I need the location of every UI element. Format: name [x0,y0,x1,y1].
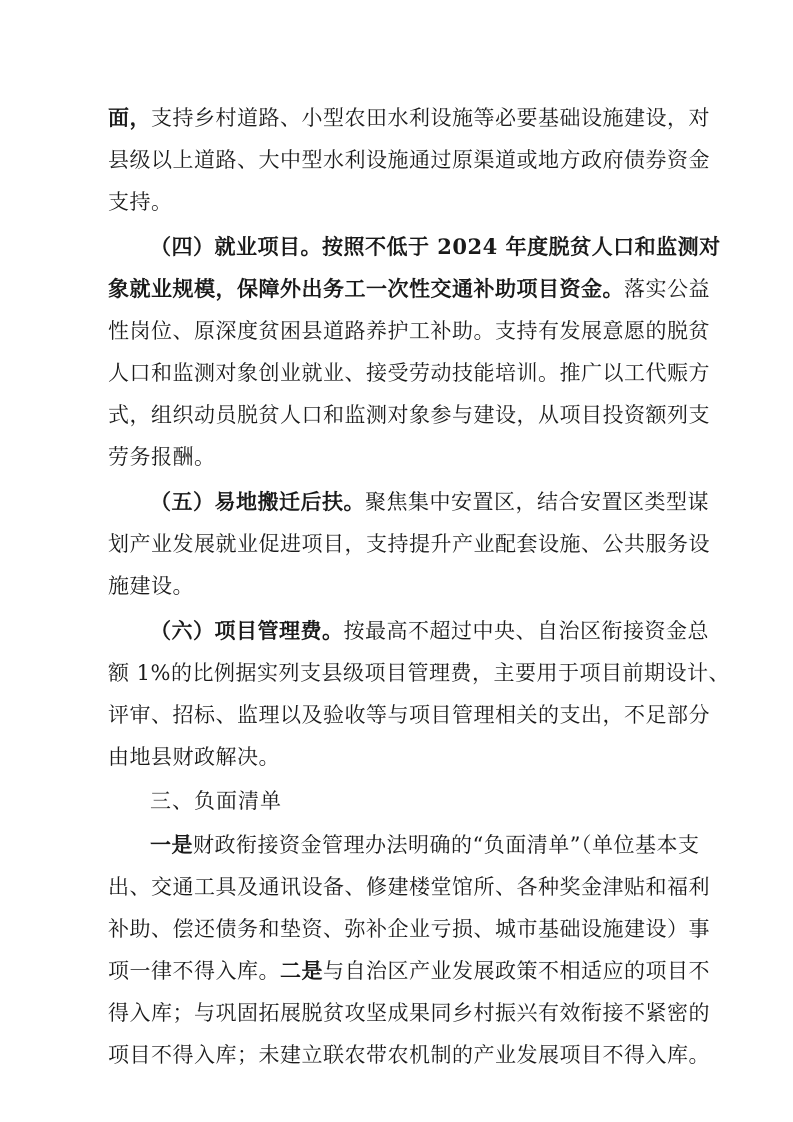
text-line: 出、交通工具及通讯设备、修建楼堂馆所、各种奖金津贴和福利 [108,875,710,899]
text-line: 得入库；与巩固拓展脱贫攻坚成果同乡村振兴有效衔接不紧密的 [108,1001,710,1025]
section-heading-management-fee: （六）项目管理费。 [150,618,344,643]
text-line: 性岗位、原深度贫困县道路养护工补助。支持有发展意愿的脱贫 [108,319,710,343]
text-line: 补助、偿还债务和垫资、弥补企业亏损、城市基础设施建设）事 [108,917,710,941]
text-run: 项一律不得入库。 [108,959,280,983]
text-line: 支持。 [108,190,173,214]
bold-text: 面， [108,105,151,130]
text-line [108,99,710,137]
text-line: 县级以上道路、大中型水利设施通过原渠道或地方政府债券资金 [108,148,710,172]
text-run: 支持乡村道路、小型农田水利设施等必要基础设施建设，对 [151,106,710,130]
text-run: 按最高不超过中央、自治区衔接资金总 [343,619,709,643]
text-line: 施建设。 [108,574,194,598]
text-line: 额 1%的比例据实列支县级项目管理费，主要用于项目前期设计、 [108,661,730,685]
section-heading-employment: （四）就业项目。按照不低于 2024 年度脱贫人口和监测对 [150,234,721,259]
text-line: 划产业发展就业促进项目，支持提升产业配套设施、公共服务设 [108,532,710,556]
bold-text: 二是 [280,958,323,983]
text-run: 与自治区产业发展政策不相适应的项目不 [323,959,710,983]
text-line [108,952,710,990]
text-line: 由地县财政解决。 [108,745,280,769]
bold-text: 一是 [150,832,193,857]
text-line [150,483,709,521]
text-line [150,612,709,650]
text-run: 财政衔接资金管理办法明确的“负面清单”（单位基本支 [193,833,700,857]
text-run: 落实公益 [624,277,710,301]
text-line [108,270,710,308]
text-line: 劳务报酬。 [108,445,216,469]
text-line: 式，组织动员脱贫人口和监测对象参与建设，从项目投资额列支 [108,403,710,427]
section-heading-negative-list: 三、负面清单 [150,789,282,813]
text-line: 项目不得入库；未建立联农带农机制的产业发展项目不得入库。 [108,1043,710,1067]
text-line: 评审、招标、监理以及验收等与项目管理相关的支出，不足部分 [108,703,710,727]
bold-text: 象就业规模，保障外出务工一次性交通补助项目资金。 [108,276,624,301]
text-line: 人口和监测对象创业就业、接受劳动技能培训。推广以工代赈方 [108,361,710,385]
text-run: 聚焦集中安置区，结合安置区类型谋 [365,490,709,514]
text-line [150,826,698,864]
section-heading-relocation: （五）易地搬迁后扶。 [150,489,365,514]
